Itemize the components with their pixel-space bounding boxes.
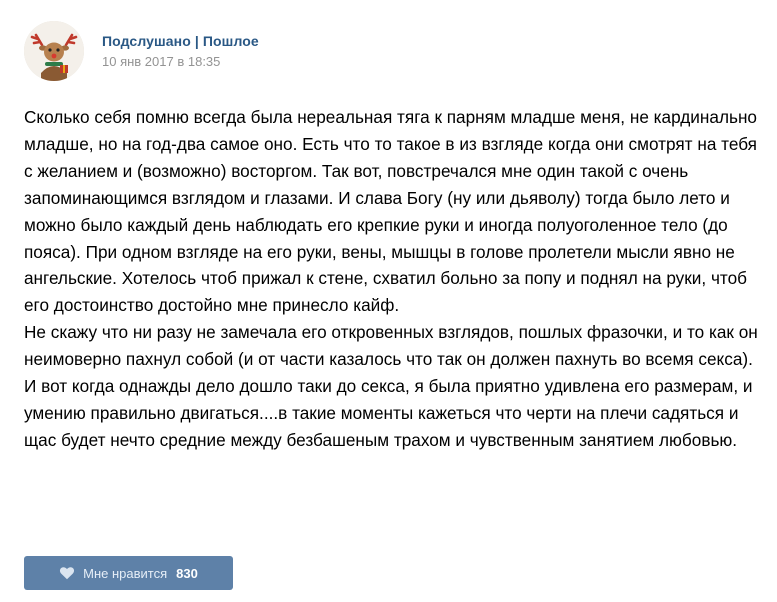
like-count: 830 — [176, 565, 198, 581]
like-label: Мне нравится — [83, 565, 168, 581]
heart-icon — [59, 566, 75, 580]
post-paragraph: Не скажу что ни разу не замечала его откровенных взглядов, пошлых фразочки, и то как он неимоверно пахнул собой (и от части казалось что так он должен пахнуть во всемя секса). — [24, 322, 758, 370]
post-paragraph: И вот когда однажды дело дошло таки до секса, я была приятно удивлена его размерам, и умению правильно двигаться....в такие моменты кажеться что черти на плечи садяться и щас будет нечто средние между безбашеным трахом и чувственным занятием любовью. — [24, 376, 753, 450]
like-button[interactable] — [24, 556, 233, 590]
post-header — [24, 20, 259, 82]
post-paragraph: Сколько себя помню всегда была нереальная тяга к парням младше меня, не кардинально младше, но на год-два самое оно. Есть что то такое в из взгляде когда они смотрят на тебя с желанием и (возможно) восторгом. Так вот, повстречался мне один такой с очень запоминающимся взглядом и глазами. И слава Богу (ну или дьяволу) тогда было лето и можно было каждый день наблюдать его крепкие руки и иногда полуоголенное тело (до пояса). При одном взгляде на его руки, вены, мышцы в голове пролетели мысли явно не ангельские. Хотелось чтоб прижал к стене, схватил больно за попу и поднял на руки, чтоб его достоинство достойно мне принесло кайф. — [24, 107, 757, 316]
author-link[interactable]: Подслушано | Пошлое — [102, 33, 259, 49]
post-text — [24, 104, 760, 454]
avatar[interactable] — [24, 21, 84, 81]
post-header-text — [102, 32, 259, 70]
post-date[interactable]: 10 янв 2017 в 18:35 — [102, 54, 221, 69]
reindeer-avatar-icon — [24, 21, 84, 81]
